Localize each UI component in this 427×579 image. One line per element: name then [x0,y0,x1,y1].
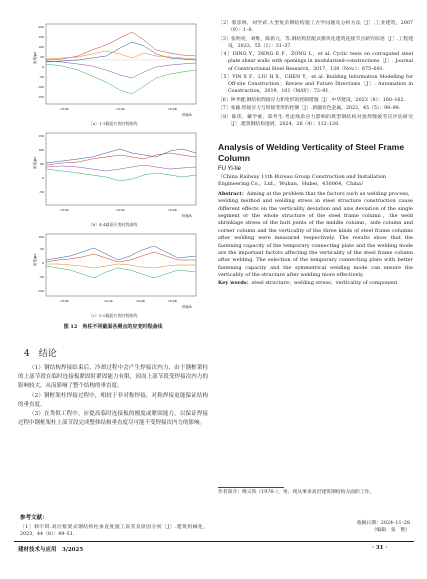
y-axis-label-b: 应变/με [33,156,37,169]
reference-item-3: ［3］张明亮，刘维，陈新元，等.钢结构装配式模块化建筑连接节点研究综述［J］.工程建设，2023，55（1）：31–37. [218,36,413,49]
conclusion-paragraph-2: （2）钢框架柱焊接过程中，相较于非对称焊接，对称焊接更能保证结构的垂直度。 [18,392,208,408]
ytick-c-2: 0 [42,261,44,265]
ytick-a-5: -50 [39,75,44,79]
reference-item-1: ［1］韩宇琪.高层框架式钢结构柱垂直度施工误差及原因分析［J］.建筑机械化，2023，44（8）：49–51. [20,525,208,538]
x-axis-label-a: 时间/h [182,113,192,117]
ytick-a-4: 0 [42,65,44,69]
ytick-c-1: 50 [40,247,44,251]
xtick-c-3: 16:48 [168,299,177,303]
x-axis-label-c: 时间/h [182,305,192,309]
xtick-c-1: 14:24 [104,299,113,303]
english-title: Analysis of Welding Verticality of Steel Frame Column [218,141,405,163]
right-column [218,20,413,287]
panel-caption-a: （a）1-1截面应变时程曲线 [88,121,138,126]
keywords-label: Key words： [218,279,252,286]
abstract-label: Abstract： [218,190,247,197]
y-axis-label-c: 应变/με [33,253,37,266]
y-axis-label-a: 应变/με [33,51,37,64]
xtick-b-2: 16:48 [168,208,177,212]
xtick-c-0: 18:00 [60,299,69,303]
ytick-c-3: -50 [39,275,44,279]
page-number: · 31 · [372,545,388,551]
strain-chart-c [32,230,202,312]
panel-caption-c: （c）5-2截面应变时程曲线 [88,313,138,318]
ytick-a-3: 50 [40,55,44,59]
strain-chart-c-svg [32,230,202,312]
reference-item-6: ［6］钟齐健.钢结构焊接应力和变形的控制措施［J］.中华建设，2023（8）：160–162. [218,97,406,103]
english-author: FU Yi-tie [218,165,242,172]
references-heading: 参考文献： [20,515,48,521]
ytick-b-0: 150 [38,134,44,138]
panel-caption-b: （b）4-4截面应变时程曲线 [88,222,138,227]
reference-item-5: ［5］YIN X F，LIU H X，CHEN Y，et al. Building Information Modelling for Off-site Construction：Review and Future Directions［J］. Automation in Construction，2019，101（MAY）：72–91. [218,74,413,95]
xtick-b-0: 18:00 [60,208,69,212]
ytick-c-4: -100 [37,289,44,293]
author-note: 作者简介：傅义铁（1976–），男，现从事多高层建筑钢结构方面的工作。 [218,490,375,495]
abstract-text: Aiming at the problem that the factors such as welding process，welding method and welding stress in steel structure construction cause different effects on the verticality deviation and axis deviation of the single segment or the whole structure of the steel frame column，the weld shrinkage stress of the butt joints of the middle column，side column and corner column and the verticality of the three kinds of steel frame columns after welding were measured respectively. The results show that the fastening capacity of the temporary connecting plate and the welding mode are the important factors affecting the verticality of the steel frame column after welding. The selection of the temporary connecting plate with better fastening capacity and the symmetrical welding mode can ensure the verticality of the structure after welding more effectively. [218,190,413,279]
xtick-b-1: 14:24 [116,208,125,212]
reference-item-2: ［2］郭彦林，刘学武.大型复杂钢结构施工力学问题及分析方法［J］.工业建筑，2007（9）：1–8. [218,21,413,34]
xtick-c-2: 14:48 [136,299,145,303]
english-keywords [218,280,413,287]
strain-chart-b-svg [32,129,202,221]
footnote-rule [218,487,284,488]
references-left [20,515,208,540]
figure-caption: 图 12 角柱不同截面各测点的应变时程曲线 [63,324,163,330]
ytick-b-2: 50 [40,162,44,166]
received-date-block [340,520,410,534]
journal-footer: 建材技术与应用 3/2025 [18,547,84,553]
ytick-b-4: -50 [39,190,44,194]
xtick-a-0: 18:00 [60,107,69,111]
ytick-c-0: 100 [38,235,44,239]
ytick-b-1: 100 [38,148,44,152]
x-axis-label-b: 时间/h [182,214,192,218]
ytick-b-3: 0 [42,176,44,180]
ytick-a-2: 100 [38,45,44,49]
reference-item-7: ［7］张颖.焊接应力与焊接变形的控制［J］.新疆有色金属，2022，45（5）：98–99. [218,106,401,112]
ytick-a-0: 200 [38,25,44,29]
xtick-a-2: 16:48 [168,107,177,111]
ytick-a-7: -150 [37,95,44,99]
section-title-conclusion: 4 结论 [24,349,57,359]
reference-item-4: ［4］DING Y，DENG E F，ZONG L，et al. Cyclic tests on corrugated steel plate shear walls with openings in modularized-constructions［J］. Journal of Constructional Steel Research，2017，138（Nov.）：675–691. [218,52,413,72]
english-affiliation: （China Railway 11th Bureau Group Construction and Installation Engineering Co.，Ltd.，Wuhan，Hubei，430064，China） [218,173,387,188]
conclusion-paragraph-3: （3）在类似工程中，应提高临时连接板的刚度或紧固能力，以保证焊接过程中钢框架柱上部节段完成整体结构垂直度尽可能不受焊接次内力的影响。 [18,411,208,427]
conclusion-paragraph-1: （1）钢结构焊接结束后，冷却过程中会产生焊接次内力，由于钢框架柱的上部节段在临时连接板紧固时紧固能力有限，因而上部节段受焊接次内力的影响较大，从而影响了整个结构的垂直度。 [18,365,208,390]
editor-note: （编辑 张 艳） [371,528,410,533]
strain-chart-a [32,20,202,120]
english-abstract [218,191,413,280]
left-column [18,20,208,428]
strain-chart-b [32,129,202,221]
footer-rule [14,541,414,542]
keywords-text: steel structure；welding stress；verticality of component [251,279,398,286]
ytick-a-1: 150 [38,35,44,39]
received-date: 收稿日期：2024–11–28 [356,521,410,526]
reference-item-8: ［8］陈伟，戴学豪，郑寿生.考虑残余应力影响的典型钢结构对接焊缝疲劳应评估研究［J］.建筑钢结构进展，2024，26（4）：112–120. [218,114,413,127]
strain-chart-a-svg [32,20,202,120]
ytick-a-6: -100 [37,85,44,89]
xtick-a-1: 14:24 [116,107,125,111]
